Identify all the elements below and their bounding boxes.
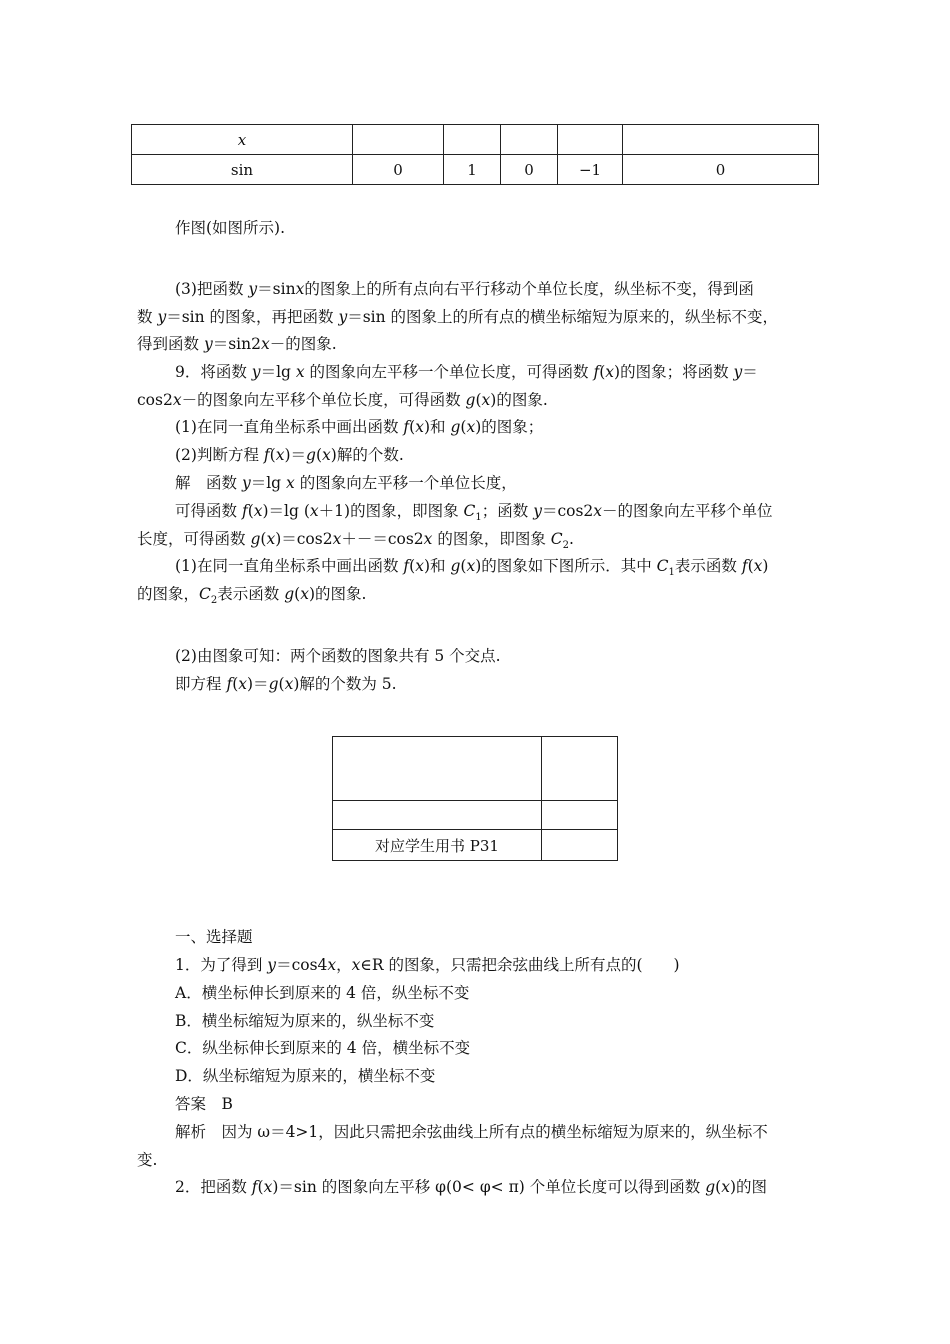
text-line: (3)把函数 y＝sinx的图象上的所有点向右平行移动个单位长度，纵坐标不变，得到函 xyxy=(175,280,754,298)
option-c: C．纵坐标伸长到原来的 4 倍，横坐标不变 xyxy=(175,1039,471,1057)
table-cell: 0 xyxy=(353,155,444,185)
question: 1．为了得到 y＝cos4x，x∈R 的图象，只需把余弦曲线上所有点的( ) xyxy=(175,956,680,974)
table-cell xyxy=(542,737,618,801)
table-cell: 对应学生用书 P31 xyxy=(333,830,542,861)
section-heading: 一、选择题 xyxy=(175,928,253,946)
text-line: 9．将函数 y＝lg x 的图象向左平移一个单位长度，可得函数 f(x)的图象；将函数 y＝ xyxy=(175,363,758,381)
table-cell xyxy=(444,125,501,155)
table-cell xyxy=(333,737,542,801)
text-line: 的图象，$C_2$表示函数 g(x)的图象. xyxy=(137,585,367,607)
table-cell: 0 xyxy=(623,155,819,185)
option-d: D．纵坐标缩短为原来的，横坐标不变 xyxy=(175,1067,436,1085)
option-a: A．横坐标伸长到原来的 4 倍，纵坐标不变 xyxy=(175,984,470,1002)
text-line: (2)判断方程 f(x)＝g(x)解的个数. xyxy=(175,446,404,464)
table-cell xyxy=(542,801,618,830)
explanation: 变. xyxy=(137,1151,158,1169)
table-cell: 0 xyxy=(501,155,558,185)
text-line: (2)由图象可知：两个函数的图象共有 5 个交点. xyxy=(175,647,501,665)
header-table xyxy=(332,736,618,861)
table-row xyxy=(333,801,618,830)
text-line: cos2x－的图象向左平移个单位长度，可得函数 g(x)的图象. xyxy=(137,391,548,409)
table-cell xyxy=(542,830,618,861)
table-row xyxy=(132,155,819,185)
text-line: (1)在同一直角坐标系中画出函数 f(x)和 g(x)的图象如下图所示．其中 $C_1$表示函数 f(x) xyxy=(175,557,769,579)
text-line: 即方程 f(x)＝g(x)解的个数为 5. xyxy=(175,675,397,693)
table-cell xyxy=(353,125,444,155)
table-cell: −1 xyxy=(558,155,623,185)
explanation: 解析 因为 ω＝4>1，因此只需把余弦曲线上所有点的横坐标缩短为原来的，纵坐标不 xyxy=(175,1123,768,1141)
table-cell: x xyxy=(132,125,353,155)
option-b: B．横坐标缩短为原来的，纵坐标不变 xyxy=(175,1012,435,1030)
table-row xyxy=(132,125,819,155)
table-cell xyxy=(623,125,819,155)
table-cell xyxy=(558,125,623,155)
table-cell xyxy=(501,125,558,155)
text-line: 得到函数 y＝sin2x－的图象. xyxy=(137,335,337,353)
text-line: 可得函数 f(x)＝lg (x＋1)的图象，即图象 $C_1$；函数 y＝cos2x－的图象向左平移个单位 xyxy=(175,502,773,524)
table-row xyxy=(333,737,618,801)
text-line: 长度，可得函数 g(x)＝cos2x＋－＝cos2x 的图象，即图象 $C_2$. xyxy=(137,530,574,552)
text-line: 数 y＝sin 的图象，再把函数 y＝sin 的图象上的所有点的横坐标缩短为原来的，纵坐标不变， xyxy=(137,308,779,326)
table-cell: 1 xyxy=(444,155,501,185)
table-cell xyxy=(333,801,542,830)
question: 2．把函数 f(x)＝sin 的图象向左平移 φ(0< φ< π) 个单位长度可以得到函数 g(x)的图 xyxy=(175,1178,768,1196)
table-cell: sin xyxy=(132,155,353,185)
text-line: 作图(如图所示). xyxy=(175,219,286,237)
answer: 答案 B xyxy=(175,1095,233,1113)
value-table xyxy=(131,124,819,185)
table-row xyxy=(333,830,618,861)
text-line: 解 函数 y＝lg x 的图象向左平移一个单位长度， xyxy=(175,474,517,492)
text-line: (1)在同一直角坐标系中画出函数 f(x)和 g(x)的图象； xyxy=(175,418,544,436)
